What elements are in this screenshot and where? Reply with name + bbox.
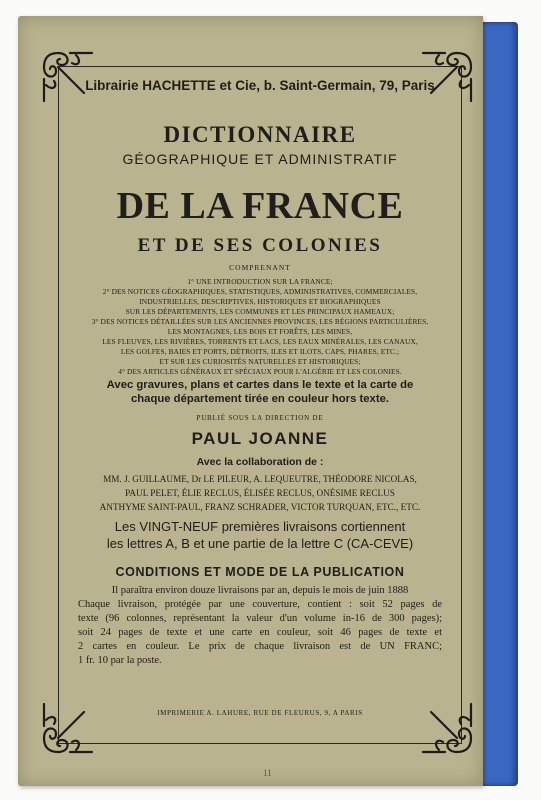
publisher-line: Librairie HACHETTE et Cie, b. Saint-Germain, 79, Paris: [85, 78, 435, 93]
collaboration-label: Avec la collaboration de :: [196, 456, 324, 468]
corner-ornament-icon: [40, 49, 96, 105]
title-subtitle: GÉOGRAPHIQUE ET ADMINISTRATIF: [122, 151, 398, 167]
book: [18, 16, 518, 786]
book-spine: [478, 22, 518, 786]
conditions-line: Chaque livraison, protégée par une couverture, contient : soit 52 pages de: [78, 599, 442, 610]
collaborators-line: MM. J. GUILLAUME, Dr LE PILEUR, A. LEQUEUTRE, THÉODORE NICOLAS,: [103, 474, 417, 484]
page-number: 11: [263, 768, 272, 778]
contents-line: LES MONTAGNES, LES BOIS ET FORÊTS, LES MINES,: [167, 327, 353, 336]
conditions-title: CONDITIONS ET MODE DE LA PUBLICATION: [115, 565, 405, 579]
contents-line: LES GOLFES, BAIES ET PORTS, DÉTROITS, ILES ET ILOTS, CAPS, PHARES, ETC.;: [120, 347, 400, 356]
corner-ornament-icon: [419, 49, 475, 105]
contents-line: 3° DES NOTICES DÉTAILLÉES SUR LES ANCIENNES PROVINCES, LES RÉGIONS PARTICULIÈRES,: [91, 317, 429, 326]
contents-line: LES FLEUVES, LES RIVIÈRES, TORRENTS ET LACS, LES EAUX MINÉRALES, LES CANAUX,: [102, 337, 418, 346]
contents-line: SUR LES DÉPARTEMENTS, LES COMMUNES ET LES PRINCIPAUX HAMEAUX;: [125, 307, 395, 316]
editor-name: PAUL JOANNE: [191, 429, 329, 448]
direction-label: PUBLIÉ SOUS LA DIRECTION DE: [196, 414, 324, 422]
title-main: DE LA FRANCE: [116, 185, 404, 227]
comprenant-label: COMPRENANT: [229, 263, 291, 272]
collaborators-line: PAUL PELET, ÉLIE RECLUS, ÉLISÉE RECLUS, ONÉSIME RECLUS: [125, 488, 395, 498]
livraisons-line: les lettres A, B et une partie de la lettre C (CA-CEVE): [106, 536, 414, 551]
conditions-line: Il paraîtra environ douze livraisons par an, depuis le mois de juin 1888: [111, 585, 409, 596]
illustrations-line: Avec gravures, plans et cartes dans le texte et la carte de: [106, 379, 414, 391]
conditions-line: 1 fr. 10 par la poste.: [78, 655, 162, 666]
printer-line: IMPRIMERIE A. LAHURE, RUE DE FLEURUS, 9, A PARIS: [157, 709, 363, 717]
book-cover: [18, 16, 483, 786]
contents-line: ET SUR LES CURIOSITÉS NATURELLES ET HISTORIQUES;: [159, 357, 361, 366]
contents-line: 2° DES NOTICES GÉOGRAPHIQUES, STATISTIQUES, ADMINISTRATIVES, COMMERCIALES,: [102, 287, 418, 296]
livraisons-line: Les VINGT-NEUF premières livraisons cortiennent: [114, 519, 406, 534]
conditions-line: texte (96 colonnes, représentant la valeur d'un volume in-16 de 300 pages);: [78, 613, 442, 624]
contents-line: INDUSTRIELLES, DESCRIPTIVES, HISTORIQUES ET BIOGRAPHIQUES: [139, 297, 381, 306]
conditions-line: soit 24 pages de texte et une carte en couleur, soit 46 pages de texte et: [78, 627, 442, 638]
title-colonies: ET DE SES COLONIES: [137, 235, 383, 256]
collaborators-line: ANTHYME SAINT-PAUL, FRANZ SCHRADER, VICTOR TURQUAN, ETC., ETC.: [99, 502, 421, 512]
contents-line: 1° UNE INTRODUCTION SUR LA FRANCE;: [187, 277, 333, 286]
illustrations-line: chaque département tirée en couleur hors texte.: [130, 393, 390, 405]
title-dictionnaire: DICTIONNAIRE: [163, 122, 357, 147]
conditions-line: 2 cartes en couleur. Le prix de chaque livraison est de UN FRANC;: [78, 641, 442, 652]
contents-line: 4° DES ARTICLES GÉNÉRAUX ET SPÉCIAUX POUR L'ALGÉRIE ET LES COLONIES.: [118, 367, 402, 376]
